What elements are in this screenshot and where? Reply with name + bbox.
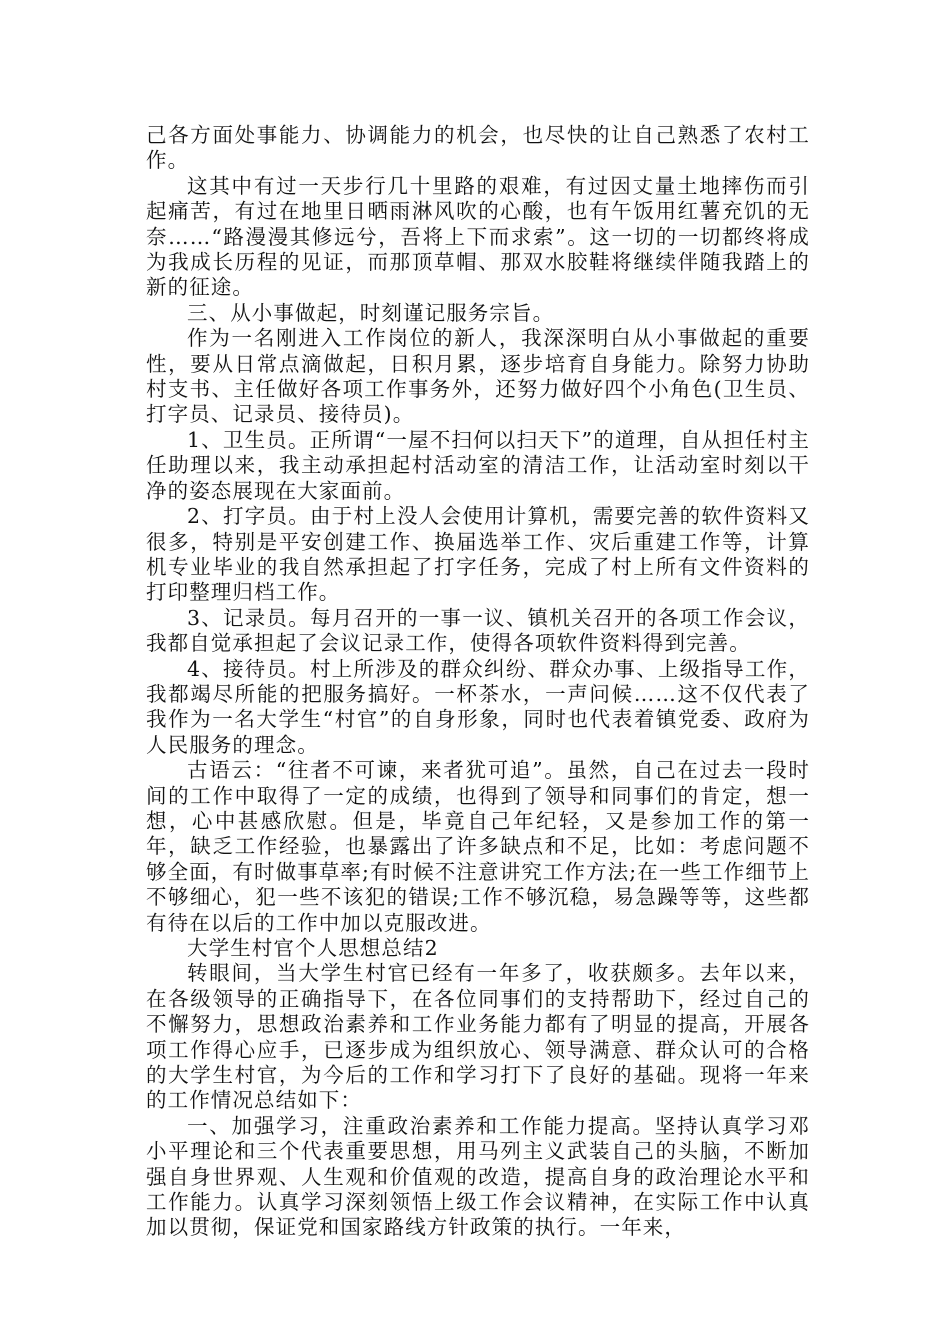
paragraph: 一、加强学习，注重政治素养和工作能力提高。坚持认真学习邓小平理论和三个代表重要思想，用马列主义武装自己的头脑，不断加强自身世界观、人生观和价值观的改造，提高自身的政治理论水平和工作能力。认真学习深刻领悟上级工作会议精神，在实际工作中认真加以贯彻，保证党和国家路线方针政策的执行。一年来， — [146, 1113, 810, 1240]
paragraph: 己各方面处事能力、协调能力的机会，也尽快的让自己熟悉了农村工作。 — [146, 123, 810, 173]
list-item: 1、卫生员。正所谓“一屋不扫何以扫天下”的道理，自从担任村主任助理以来，我主动承担起村活动室的清洁工作，让活动室时刻以干净的姿态展现在大家面前。 — [146, 427, 810, 503]
paragraph: 转眼间，当大学生村官已经有一年多了，收获颇多。去年以来，在各级领导的正确指导下，在各位同事们的支持帮助下，经过自己的不懈努力，思想政治素养和工作业务能力都有了明显的提高，开展各项工作得心应手，已逐步成为组织放心、领导满意、群众认可的合格的大学生村官，为今后的工作和学习打下了良好的基础。现将一年来的工作情况总结如下： — [146, 961, 810, 1113]
document-subtitle: 大学生村官个人思想总结2 — [187, 936, 439, 960]
paragraph: 这其中有过一天步行几十里路的艰难，有过因丈量土地摔伤而引起痛苦，有过在地里日晒雨淋风吹的心酸，也有午饭用红薯充饥的无奈……“路漫漫其修远兮，吾将上下而求索”。这一切的一切都终将成为我成长历程的见证，而那顶草帽、那双水胶鞋将继续伴随我踏上的新的征途。 — [146, 173, 810, 300]
list-item: 4、接待员。村上所涉及的群众纠纷、群众办事、上级指导工作，我都竭尽所能的把服务搞好。一杯茶水，一声问候……这不仅代表了我作为一名大学生“村官”的自身形象，同时也代表着镇党委、政府为人民服务的理念。 — [146, 656, 810, 757]
paragraph: 作为一名刚进入工作岗位的新人，我深深明白从小事做起的重要性，要从日常点滴做起，日积月累，逐步培育自身能力。除努力协助村支书、主任做好各项工作事务外，还努力做好四个小角色(卫生员、打字员、记录员、接待员)。 — [146, 326, 810, 427]
section-heading: 三、从小事做起，时刻谨记服务宗旨。 — [187, 300, 555, 325]
list-item: 2、打字员。由于村上没人会使用计算机，需要完善的软件资料又很多，特别是平安创建工作、换届选举工作、灾后重建工作等，计算机专业毕业的我自然承担起了打字任务，完成了村上所有文件资料的打印整理归档工作。 — [146, 504, 810, 605]
paragraph: 古语云：“往者不可谏，来者犹可追”。虽然，自己在过去一段时间的工作中取得了一定的成绩，也得到了领导和同事们的肯定，想一想，心中甚感欣慰。但是，毕竟自己年纪轻，又是参加工作的第一年，缺乏工作经验，也暴露出了许多缺点和不足，比如：考虑问题不够全面，有时做事草率;有时候不注意讲究工作方法;在一些工作细节上不够细心，犯一些不该犯的错误;工作不够沉稳，易急躁等等，这些都有待在以后的工作中加以克服改进。 — [146, 758, 811, 935]
document-body — [146, 123, 810, 1241]
list-item: 3、记录员。每月召开的一事一议、镇机关召开的各项工作会议，我都自觉承担起了会议记录工作，使得各项软件资料得到完善。 — [146, 605, 810, 656]
